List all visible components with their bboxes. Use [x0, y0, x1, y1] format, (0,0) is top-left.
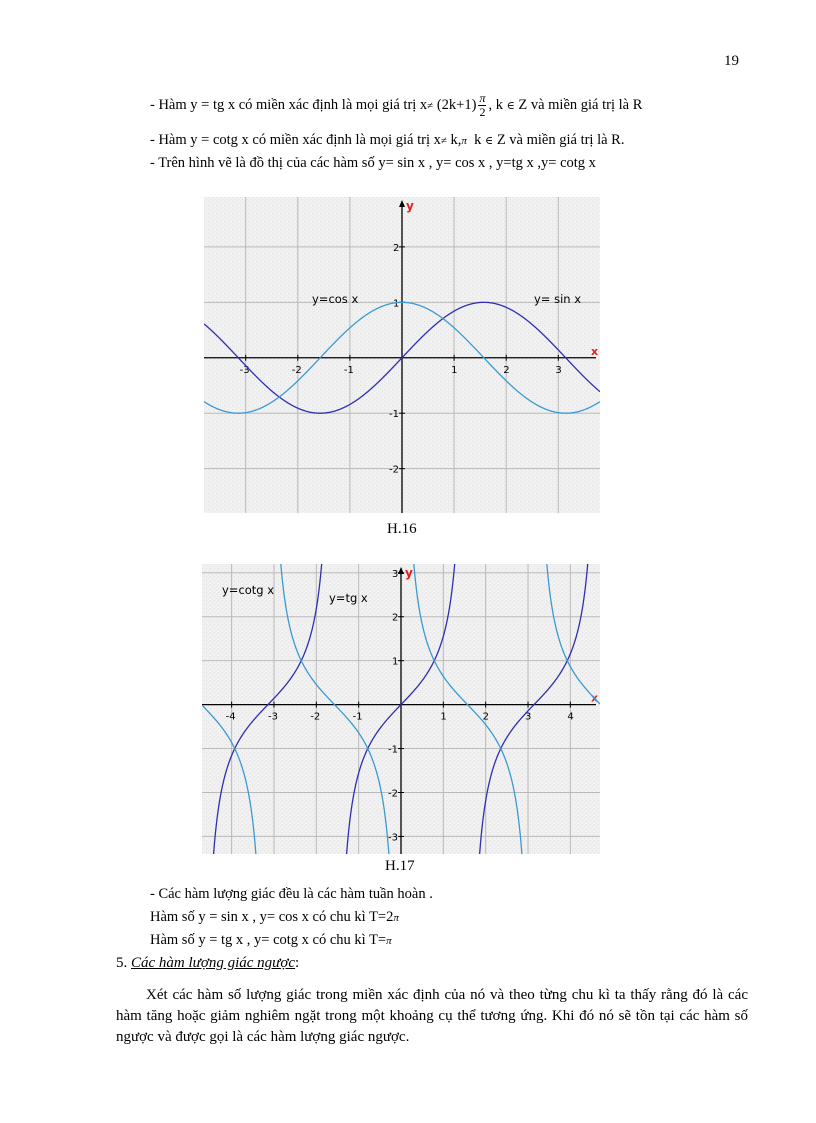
y-axis-label: y [405, 566, 413, 580]
intro-line-1-text-d: Z và miền giá trị là R [518, 96, 643, 113]
x-tick-label: 1 [440, 711, 447, 723]
pi-symbol: π [386, 935, 392, 947]
element-of-symbol: ∈ [506, 99, 515, 112]
element-of-symbol: ∈ [485, 135, 494, 147]
notes-line-1: - Các hàm lượng giác đều là các hàm tuần hoàn . [150, 886, 433, 902]
series-label-tan: y=tg x [329, 591, 368, 605]
x-tick-label: 3 [525, 711, 532, 723]
y-tick-label: -1 [388, 744, 398, 756]
pi-symbol: π [461, 135, 467, 147]
x-tick-label: 1 [451, 364, 458, 376]
figure-h17-caption: H.17 [385, 858, 415, 874]
x-tick-label: -1 [343, 364, 354, 376]
y-tick-label: 3 [392, 568, 399, 580]
notes-line-2-text: Hàm số y = sin x , y= cos x có chu kì T=2 [150, 909, 394, 925]
x-tick-label: -3 [239, 364, 250, 376]
fraction-numerator: π [479, 91, 486, 105]
x-tick-label: -1 [352, 711, 363, 723]
neq-symbol: ≠ [440, 135, 447, 147]
intro-line-3: - Trên hình vẽ là đồ thị của các hàm số y= sin x , y= cos x , y=tg x ,y= cotg x [150, 155, 596, 171]
notes-line-3-text: Hàm số y = tg x , y= cotg x có chu kì T= [150, 932, 387, 948]
x-tick-label: -2 [291, 364, 302, 376]
x-axis-label: x [591, 344, 599, 358]
intro-line-1-text-b: (2k+1) [436, 96, 477, 113]
notes-line-3 [150, 931, 392, 950]
section-5-title: Các hàm lượng giác ngược [131, 955, 296, 971]
fraction-denominator: 2 [479, 105, 486, 119]
section-5-heading [116, 955, 299, 972]
figure-h16-chart [204, 197, 600, 513]
notes-line-2 [150, 908, 399, 927]
neq-symbol: ≠ [427, 99, 434, 112]
intro-line-1-text-a: - Hàm y = tg x có miền xác định là mọi giá trị x [150, 96, 428, 113]
x-tick-label: 4 [567, 711, 574, 723]
series-label-sin: y= sin x [534, 292, 582, 306]
x-tick-label: 3 [555, 364, 562, 376]
intro-line-1 [150, 92, 642, 119]
intro-line-2-text-b: k, [450, 132, 462, 148]
x-tick-label: 2 [482, 711, 490, 723]
section-5-number: 5. [116, 955, 131, 971]
figure-h16-caption: H.16 [387, 521, 417, 537]
figure-h17-chart [202, 564, 600, 854]
series-label-cos: y=cos x [312, 292, 359, 306]
page-number: 19 [724, 53, 739, 69]
series-label-cot: y=cotg x [222, 583, 275, 597]
y-tick-label: -2 [389, 464, 399, 476]
y-tick-label: 1 [393, 298, 400, 310]
section-5-colon: : [295, 955, 300, 971]
y-tick-label: 2 [393, 242, 400, 254]
x-tick-label: -4 [225, 711, 236, 723]
x-tick-label: -3 [267, 711, 278, 723]
y-tick-label: 2 [392, 612, 399, 624]
pi-symbol: π [393, 912, 399, 924]
y-tick-label: -3 [388, 832, 398, 844]
pi-over-2-fraction [478, 92, 486, 119]
x-axis-label: x [591, 691, 599, 705]
intro-line-2 [150, 131, 624, 150]
y-tick-label: 1 [392, 656, 399, 668]
intro-line-2-text-a: - Hàm y = cotg x có miền xác định là mọi giá trị x [150, 132, 441, 148]
intro-line-2-text-d: Z và miền giá trị là R. [496, 132, 625, 148]
x-tick-label: -2 [310, 711, 321, 723]
section-5-paragraph: Xét các hàm số lượng giác trong miền xác định của nó và theo từng chu kì ta thấy rằng đó là các hàm tăng hoặc giảm nghiêm ngặt trong một khoảng cụ thể tương ứng. Khi đó nó sẽ tồn tại các hàm số ngược và được gọi là các hàm lượng giác ngược. [116, 987, 748, 1045]
intro-line-1-text-c: , k [488, 96, 503, 113]
x-tick-label: 2 [503, 364, 510, 376]
y-axis-label: y [406, 199, 414, 213]
intro-line-2-text-c: k [474, 132, 482, 148]
y-tick-label: -1 [389, 409, 399, 421]
y-tick-label: -2 [388, 788, 398, 800]
